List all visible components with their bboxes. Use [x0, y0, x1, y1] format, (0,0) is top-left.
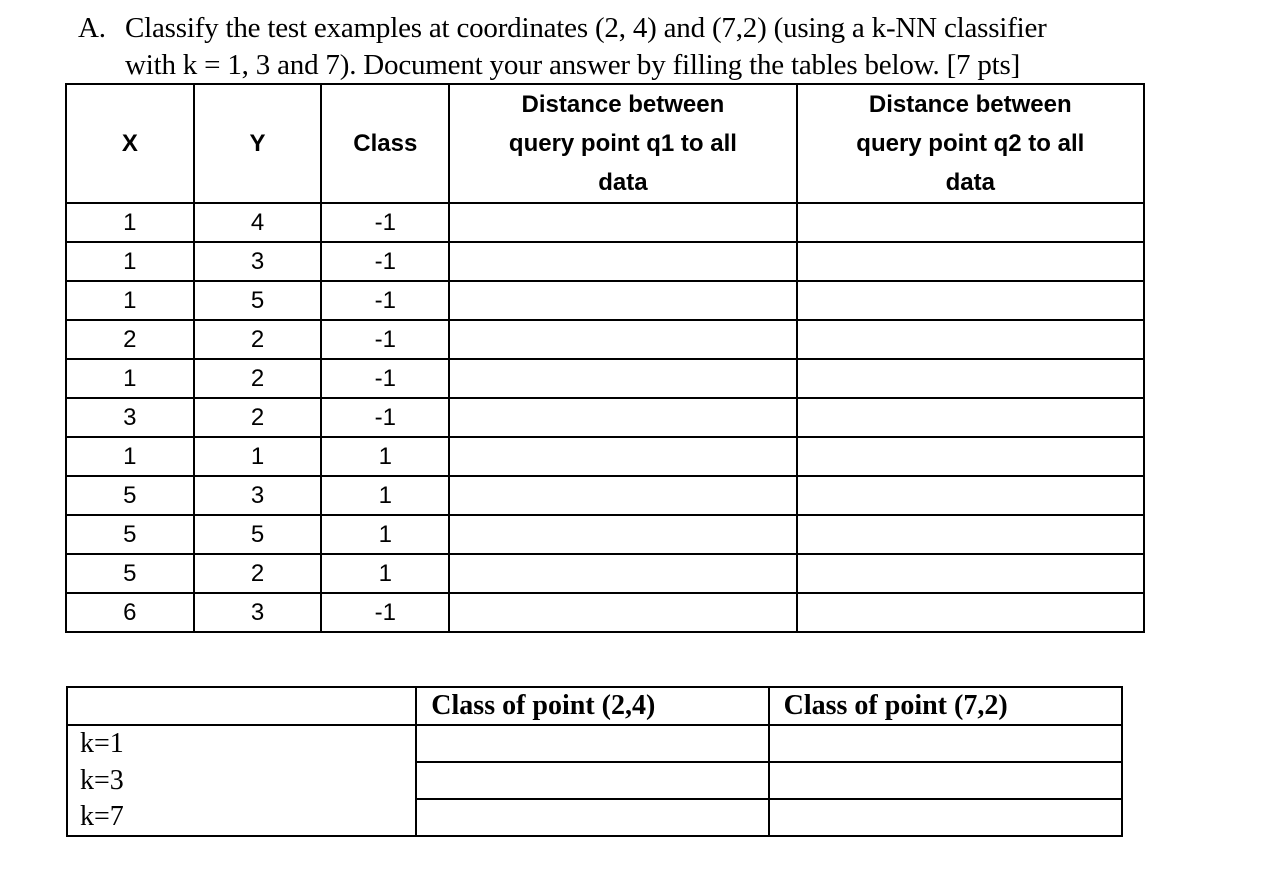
cell-y: 4	[194, 203, 322, 242]
cell-distance-q1[interactable]	[449, 320, 796, 359]
cell-y: 1	[194, 437, 322, 476]
header-distance-q2-line: query point q2 to all	[856, 130, 1085, 157]
cell-class: -1	[321, 398, 449, 437]
header-y: Y	[194, 84, 322, 203]
cell-distance-q1[interactable]	[449, 554, 796, 593]
table-row	[66, 515, 1144, 554]
table-row	[66, 476, 1144, 515]
cell-y: 2	[194, 398, 322, 437]
cell-distance-q1[interactable]	[449, 203, 796, 242]
cell-x: 5	[66, 515, 194, 554]
k-label: k=1	[67, 725, 416, 762]
cell-y: 2	[194, 359, 322, 398]
cell-class: -1	[321, 320, 449, 359]
cell-class: -1	[321, 281, 449, 320]
header-class-point-2-4: Class of point (2,4)	[416, 687, 768, 725]
question-line-2: with k = 1, 3 and 7). Document your answer by filling the tables below. [7 pts]	[125, 49, 1021, 81]
cell-distance-q2[interactable]	[797, 476, 1144, 515]
table-row	[66, 437, 1144, 476]
cell-x: 6	[66, 593, 194, 632]
cell-class: 1	[321, 476, 449, 515]
training-data-table	[65, 83, 1145, 633]
cell-distance-q2[interactable]	[797, 515, 1144, 554]
table-row	[66, 281, 1144, 320]
header-distance-q1-line: query point q1 to all	[508, 130, 737, 157]
header-class: Class	[321, 84, 449, 203]
cell-class: -1	[321, 359, 449, 398]
header-distance-q2-line: Distance between	[868, 91, 1072, 118]
cell-x: 1	[66, 281, 194, 320]
cell-distance-q1[interactable]	[449, 593, 796, 632]
table-row	[66, 320, 1144, 359]
cell-class-point-2-4[interactable]	[416, 799, 768, 836]
cell-distance-q2[interactable]	[797, 281, 1144, 320]
cell-class-point-7-2[interactable]	[769, 762, 1122, 799]
cell-y: 3	[194, 476, 322, 515]
header-distance-q2	[797, 84, 1144, 203]
cell-y: 5	[194, 515, 322, 554]
cell-class: 1	[321, 515, 449, 554]
cell-x: 1	[66, 359, 194, 398]
cell-distance-q1[interactable]	[449, 242, 796, 281]
cell-distance-q2[interactable]	[797, 320, 1144, 359]
cell-distance-q1[interactable]	[449, 515, 796, 554]
cell-y: 3	[194, 242, 322, 281]
cell-distance-q2[interactable]	[797, 437, 1144, 476]
cell-distance-q1[interactable]	[449, 437, 796, 476]
cell-class-point-7-2[interactable]	[769, 799, 1122, 836]
cell-x: 5	[66, 476, 194, 515]
table-row	[66, 398, 1144, 437]
cell-distance-q2[interactable]	[797, 359, 1144, 398]
question-line-1-text: Classify the test examples at coordinates (2, 4) and (7,2) (using a k-NN classifier	[125, 12, 1047, 44]
cell-y: 5	[194, 281, 322, 320]
cell-class-point-2-4[interactable]	[416, 725, 768, 762]
question-text	[78, 10, 1198, 84]
cell-distance-q2[interactable]	[797, 398, 1144, 437]
header-distance-q1-line: data	[598, 169, 648, 196]
cell-distance-q2[interactable]	[797, 242, 1144, 281]
cell-x: 1	[66, 437, 194, 476]
cell-y: 2	[194, 554, 322, 593]
cell-class: -1	[321, 242, 449, 281]
cell-class: 1	[321, 554, 449, 593]
table-row	[67, 725, 1122, 762]
cell-distance-q1[interactable]	[449, 398, 796, 437]
cell-y: 2	[194, 320, 322, 359]
cell-distance-q2[interactable]	[797, 203, 1144, 242]
k-label: k=7	[67, 799, 416, 836]
cell-distance-q1[interactable]	[449, 359, 796, 398]
cell-x: 3	[66, 398, 194, 437]
header-distance-q2-line: data	[945, 169, 995, 196]
cell-class: -1	[321, 593, 449, 632]
header-blank	[67, 687, 416, 725]
question-line-1	[78, 10, 1198, 47]
header-distance-q1	[449, 84, 796, 203]
question-label: A.	[78, 12, 106, 44]
header-class-point-7-2: Class of point (7,2)	[769, 687, 1122, 725]
cell-x: 2	[66, 320, 194, 359]
header-distance-q1-line: Distance between	[521, 91, 725, 118]
cell-distance-q2[interactable]	[797, 554, 1144, 593]
header-x: X	[66, 84, 194, 203]
cell-distance-q1[interactable]	[449, 476, 796, 515]
cell-distance-q2[interactable]	[797, 593, 1144, 632]
cell-y: 3	[194, 593, 322, 632]
cell-x: 1	[66, 203, 194, 242]
data-table-header-row	[66, 84, 1144, 203]
cell-x: 5	[66, 554, 194, 593]
cell-class-point-2-4[interactable]	[416, 762, 768, 799]
cell-x: 1	[66, 242, 194, 281]
classification-answer-table	[66, 686, 1123, 837]
cell-distance-q1[interactable]	[449, 281, 796, 320]
k-label: k=3	[67, 762, 416, 799]
table-row	[66, 593, 1144, 632]
cell-class: 1	[321, 437, 449, 476]
answer-table-header-row	[67, 687, 1122, 725]
table-row	[67, 762, 1122, 799]
cell-class: -1	[321, 203, 449, 242]
table-row	[67, 799, 1122, 836]
table-row	[66, 242, 1144, 281]
table-row	[66, 203, 1144, 242]
table-row	[66, 359, 1144, 398]
table-row	[66, 554, 1144, 593]
cell-class-point-7-2[interactable]	[769, 725, 1122, 762]
